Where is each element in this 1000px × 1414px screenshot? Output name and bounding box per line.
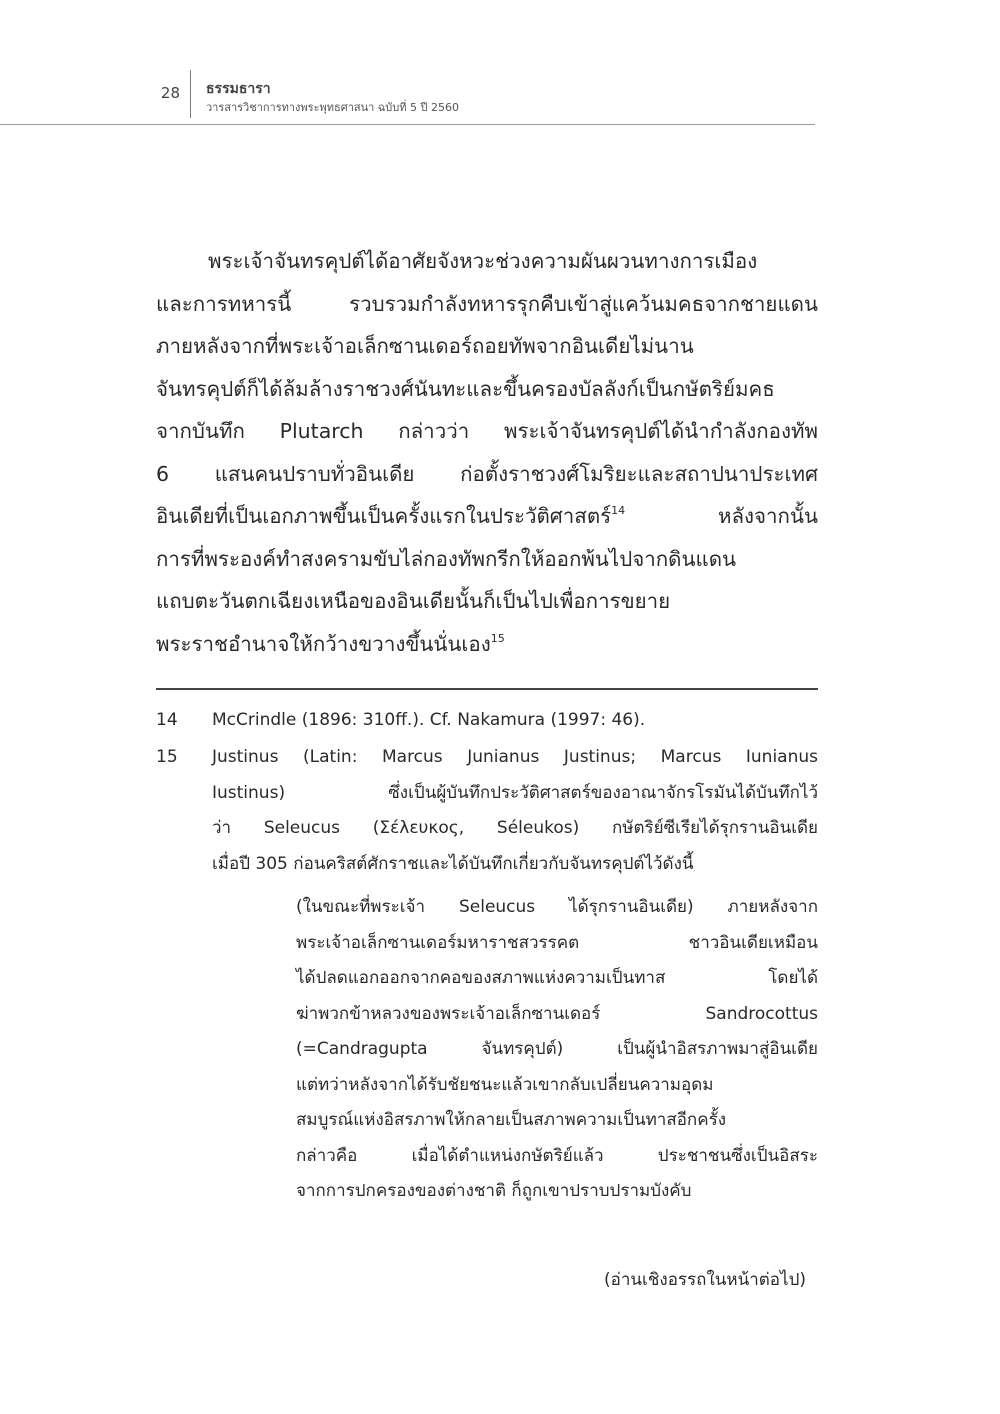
paragraph-line: พระเจ้าจันทรคุปต์ได้อาศัยจังหวะช่วงความผันผวนทางการเมือง xyxy=(208,249,758,273)
header-divider xyxy=(190,70,191,118)
quote-line: กล่าวคือ เมื่อได้ตำแหน่งกษัตริย์แล้ว ประชาชนซึ่งเป็นอิสระ xyxy=(296,1145,818,1166)
paragraph-line: ภายหลังจากที่พระเจ้าอเล็กซานเดอร์ถอยทัพจากอินเดียไม่นาน xyxy=(156,334,694,358)
continue-note: (อ่านเชิงอรรถในหน้าต่อไป) xyxy=(604,1270,806,1290)
paragraph-line xyxy=(156,495,818,538)
footnote-separator xyxy=(156,688,818,690)
paragraph-line: 6 แสนคนปราบทั่วอินเดีย ก่อตั้งราชวงศ์โมริยะและสถาปนาประเทศ xyxy=(156,461,818,486)
footnote-15 xyxy=(156,740,818,882)
quote-line: ได้ปลดแอกออกจากคอของสภาพแห่งความเป็นทาส โดยได้ xyxy=(296,968,818,988)
footnote-line: ว่า Seleucus (Σέλευκος, Séleukos) กษัตริย์ซีเรียได้รุกรานอินเดีย xyxy=(212,818,818,838)
journal-subtitle: วารสารวิชาการทางพระพุทธศาสนา ฉบับที่ 5 ปี 2560 xyxy=(206,101,459,114)
quote-line: (=Candragupta จันทรคุปต์) เป็นผู้นำอิสรภาพมาสู่อินเดีย xyxy=(296,1039,818,1059)
footnote-line: McCrindle (1896: 310ff.). Cf. Nakamura (1997: 46). xyxy=(212,710,646,730)
paragraph-line: และการทหารนี้ รวบรวมกำลังทหารรุกคืบเข้าสู่แคว้นมคธจากชายแดน xyxy=(156,291,818,316)
paragraph-line-text: อินเดียที่เป็นเอกภาพขึ้นเป็นครั้งแรกในประวัติศาสตร์ xyxy=(156,504,612,528)
footnote-line: Justinus (Latin: Marcus Junianus Justinus; Marcus Iunianus xyxy=(212,747,818,767)
header-rule xyxy=(0,124,815,125)
journal-title: ธรรมธารา xyxy=(206,81,271,97)
footnote-number: 15 xyxy=(156,747,178,767)
footnote-ref-15[interactable]: 15 xyxy=(490,631,505,645)
footnote-ref-14[interactable]: 14 xyxy=(611,504,626,518)
quote-line: (ในขณะที่พระเจ้า Seleucus ได้รุกรานอินเดีย) ภายหลังจาก xyxy=(296,897,818,917)
paragraph-line: จันทรคุปต์ก็ได้ล้มล้างราชวงศ์นันทะและขึ้นครองบัลลังก์เป็นกษัตริย์มคธ xyxy=(156,376,775,401)
paragraph-line-text: พระราชอำนาจให้กว้างขวางขึ้นนั่นเอง xyxy=(156,631,491,656)
block-quote xyxy=(296,890,818,1210)
running-header xyxy=(0,0,1000,126)
quote-line: จากการปกครองของต่างชาติ ก็ถูกเขาปราบปรามบังคับ xyxy=(296,1181,692,1201)
footnote-line: Iustinus) ซึ่งเป็นผู้บันทึกประวัติศาสตร์ของอาณาจักรโรมันได้บันทึกไว้ xyxy=(212,782,818,803)
footnote-line: เมื่อปี 305 ก่อนคริสต์ศักราชและได้บันทึกเกี่ยวกับจันทรคุปต์ไว้ดังนี้ xyxy=(212,853,694,874)
paragraph-line xyxy=(156,623,818,666)
quote-line: พระเจ้าอเล็กซานเดอร์มหาราชสวรรคต ชาวอินเดียเหมือน xyxy=(296,932,818,953)
footnote-number: 14 xyxy=(156,710,178,730)
footnote-14 xyxy=(156,703,818,739)
quote-line: แต่ทว่าหลังจากได้รับชัยชนะแล้วเขากลับเปลี่ยนความอุดม xyxy=(296,1074,714,1095)
paragraph-line-tail: หลังจากนั้น xyxy=(625,504,818,528)
quote-line: ฆ่าพวกข้าหลวงของพระเจ้าอเล็กซานเดอร์ Sandrocottus xyxy=(296,1003,818,1024)
paragraph-line: การที่พระองค์ทำสงครามขับไล่กองทัพกรีกให้ออกพ้นไปจากดินแดน xyxy=(156,546,737,571)
page-number: 28 xyxy=(160,84,180,102)
paragraph-line: จากบันทึก Plutarch กล่าวว่า พระเจ้าจันทรคุปต์ได้นำกำลังกองทัพ xyxy=(156,419,818,443)
paragraph-line: แถบตะวันตกเฉียงเหนือของอินเดียนั้นก็เป็นไปเพื่อการขยาย xyxy=(156,589,671,613)
quote-line: สมบูรณ์แห่งอิสรภาพให้กลายเป็นสภาพความเป็นทาสอีกครั้ง xyxy=(296,1110,727,1130)
main-paragraph xyxy=(156,240,818,665)
